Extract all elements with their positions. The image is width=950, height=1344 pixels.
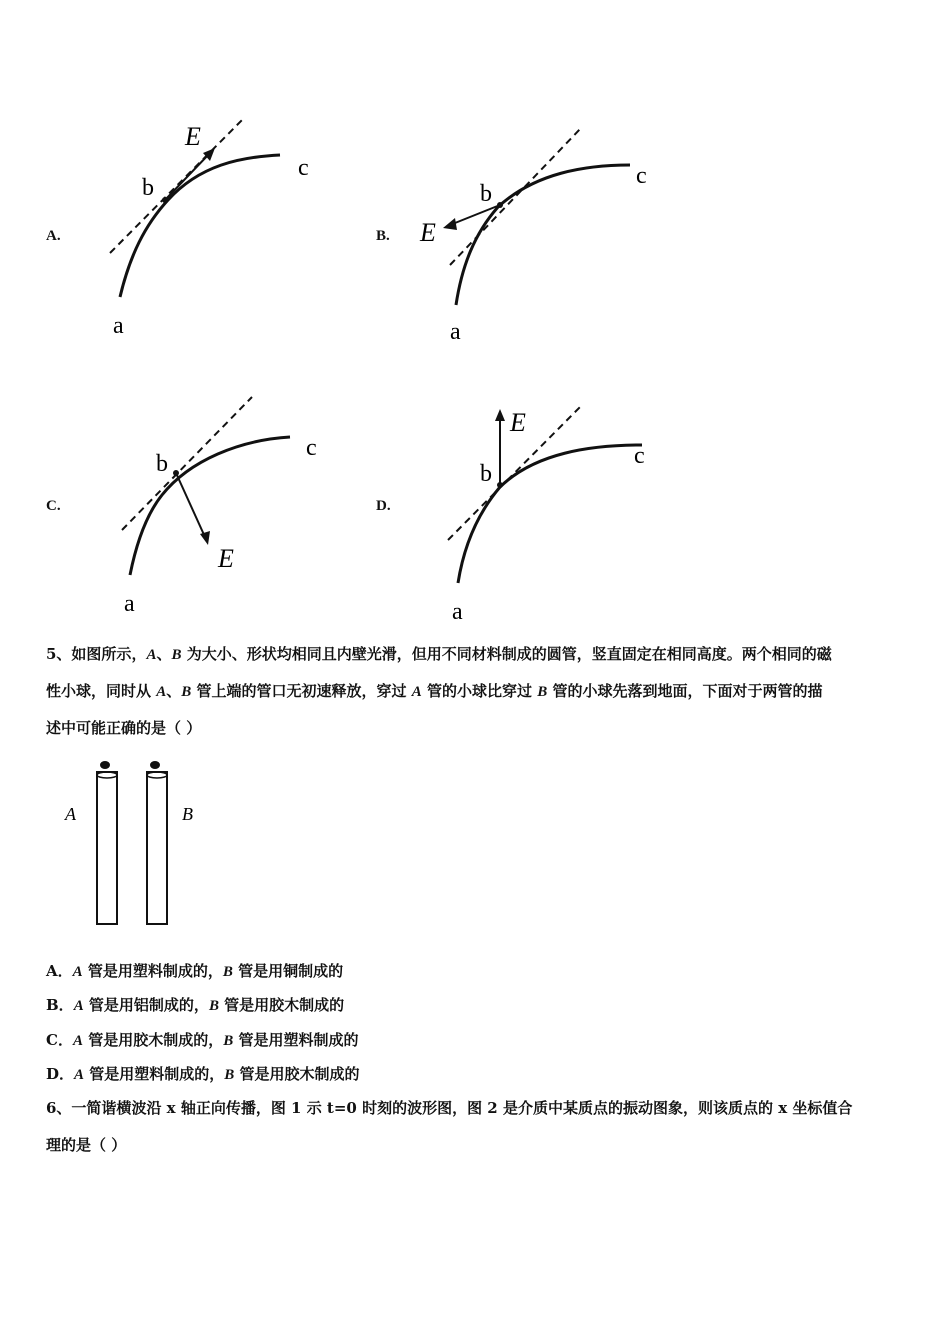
label-b: b xyxy=(480,461,492,487)
q5-choice-d[interactable]: D．A 管是用塑料制成的，B 管是用胶木制成的 xyxy=(46,1065,360,1083)
option-c-letter: C. xyxy=(46,498,61,514)
q5-tubes-figure xyxy=(55,755,215,935)
q5-stem-line-1: 5、如图所示，A、B 为大小、形状均相同且内壁光滑，但用不同材料制成的圆管，竖直固定在相同高度。两个相同的磁 xyxy=(46,645,832,663)
label-c: c xyxy=(298,155,309,181)
q6-stem-line-2: 理的是（ ） xyxy=(46,1136,127,1154)
field-arrow xyxy=(176,473,205,537)
q6-stem-line-1: 6、一简谐横波沿 x 轴正向传播，图 1 示 t=0 时刻的波形图，图 2 是介质中某质点的振动图象，则该质点的 x 坐标值合 xyxy=(46,1099,853,1117)
tube-a-label: A xyxy=(65,804,76,824)
label-a: a xyxy=(124,591,135,617)
option-b-diagram xyxy=(410,115,680,355)
label-c: c xyxy=(636,163,647,189)
field-arrow xyxy=(165,153,210,200)
label-e: E xyxy=(510,408,526,437)
arrow-head xyxy=(443,218,457,230)
option-d-diagram xyxy=(410,395,680,630)
option-a-letter: A. xyxy=(46,228,61,244)
label-c: c xyxy=(634,443,645,469)
option-a-diagram xyxy=(90,105,350,350)
tube-a xyxy=(97,772,117,924)
tangent-dashed-line xyxy=(450,127,582,265)
option-d-letter: D. xyxy=(376,498,391,514)
tangent-dashed-line xyxy=(110,117,245,253)
arrow-head xyxy=(495,409,505,421)
option-b-letter: B. xyxy=(376,228,390,244)
label-c: c xyxy=(306,435,317,461)
label-a: a xyxy=(452,599,463,625)
tangent-dashed-line xyxy=(122,397,252,530)
ball-b xyxy=(150,761,160,769)
ball-a xyxy=(100,761,110,769)
label-e: E xyxy=(185,122,201,151)
label-a: a xyxy=(450,319,461,345)
q5-choice-c[interactable]: C．A 管是用胶木制成的，B 管是用塑料制成的 xyxy=(46,1031,359,1049)
tube-b-label: B xyxy=(182,804,193,824)
q5-stem-line-2: 性小球，同时从 A、B 管上端的管口无初速释放，穿过 A 管的小球比穿过 B 管的小球先落到地面，下面对于两管的描 xyxy=(46,682,823,700)
label-a: a xyxy=(113,313,124,339)
q5-choice-a[interactable]: A．A 管是用塑料制成的，B 管是用铜制成的 xyxy=(46,962,344,980)
arrow-head xyxy=(200,531,210,545)
q5-stem-line-3: 述中可能正确的是（ ） xyxy=(46,719,202,737)
label-e: E xyxy=(420,218,436,247)
label-b: b xyxy=(142,175,154,201)
label-b: b xyxy=(156,451,168,477)
tube-b xyxy=(147,772,167,924)
q5-choice-b[interactable]: B．A 管是用铝制成的，B 管是用胶木制成的 xyxy=(46,996,345,1014)
curve-abc xyxy=(130,437,290,575)
label-b: b xyxy=(480,181,492,207)
option-c-diagram xyxy=(100,385,350,625)
label-e: E xyxy=(218,544,234,573)
